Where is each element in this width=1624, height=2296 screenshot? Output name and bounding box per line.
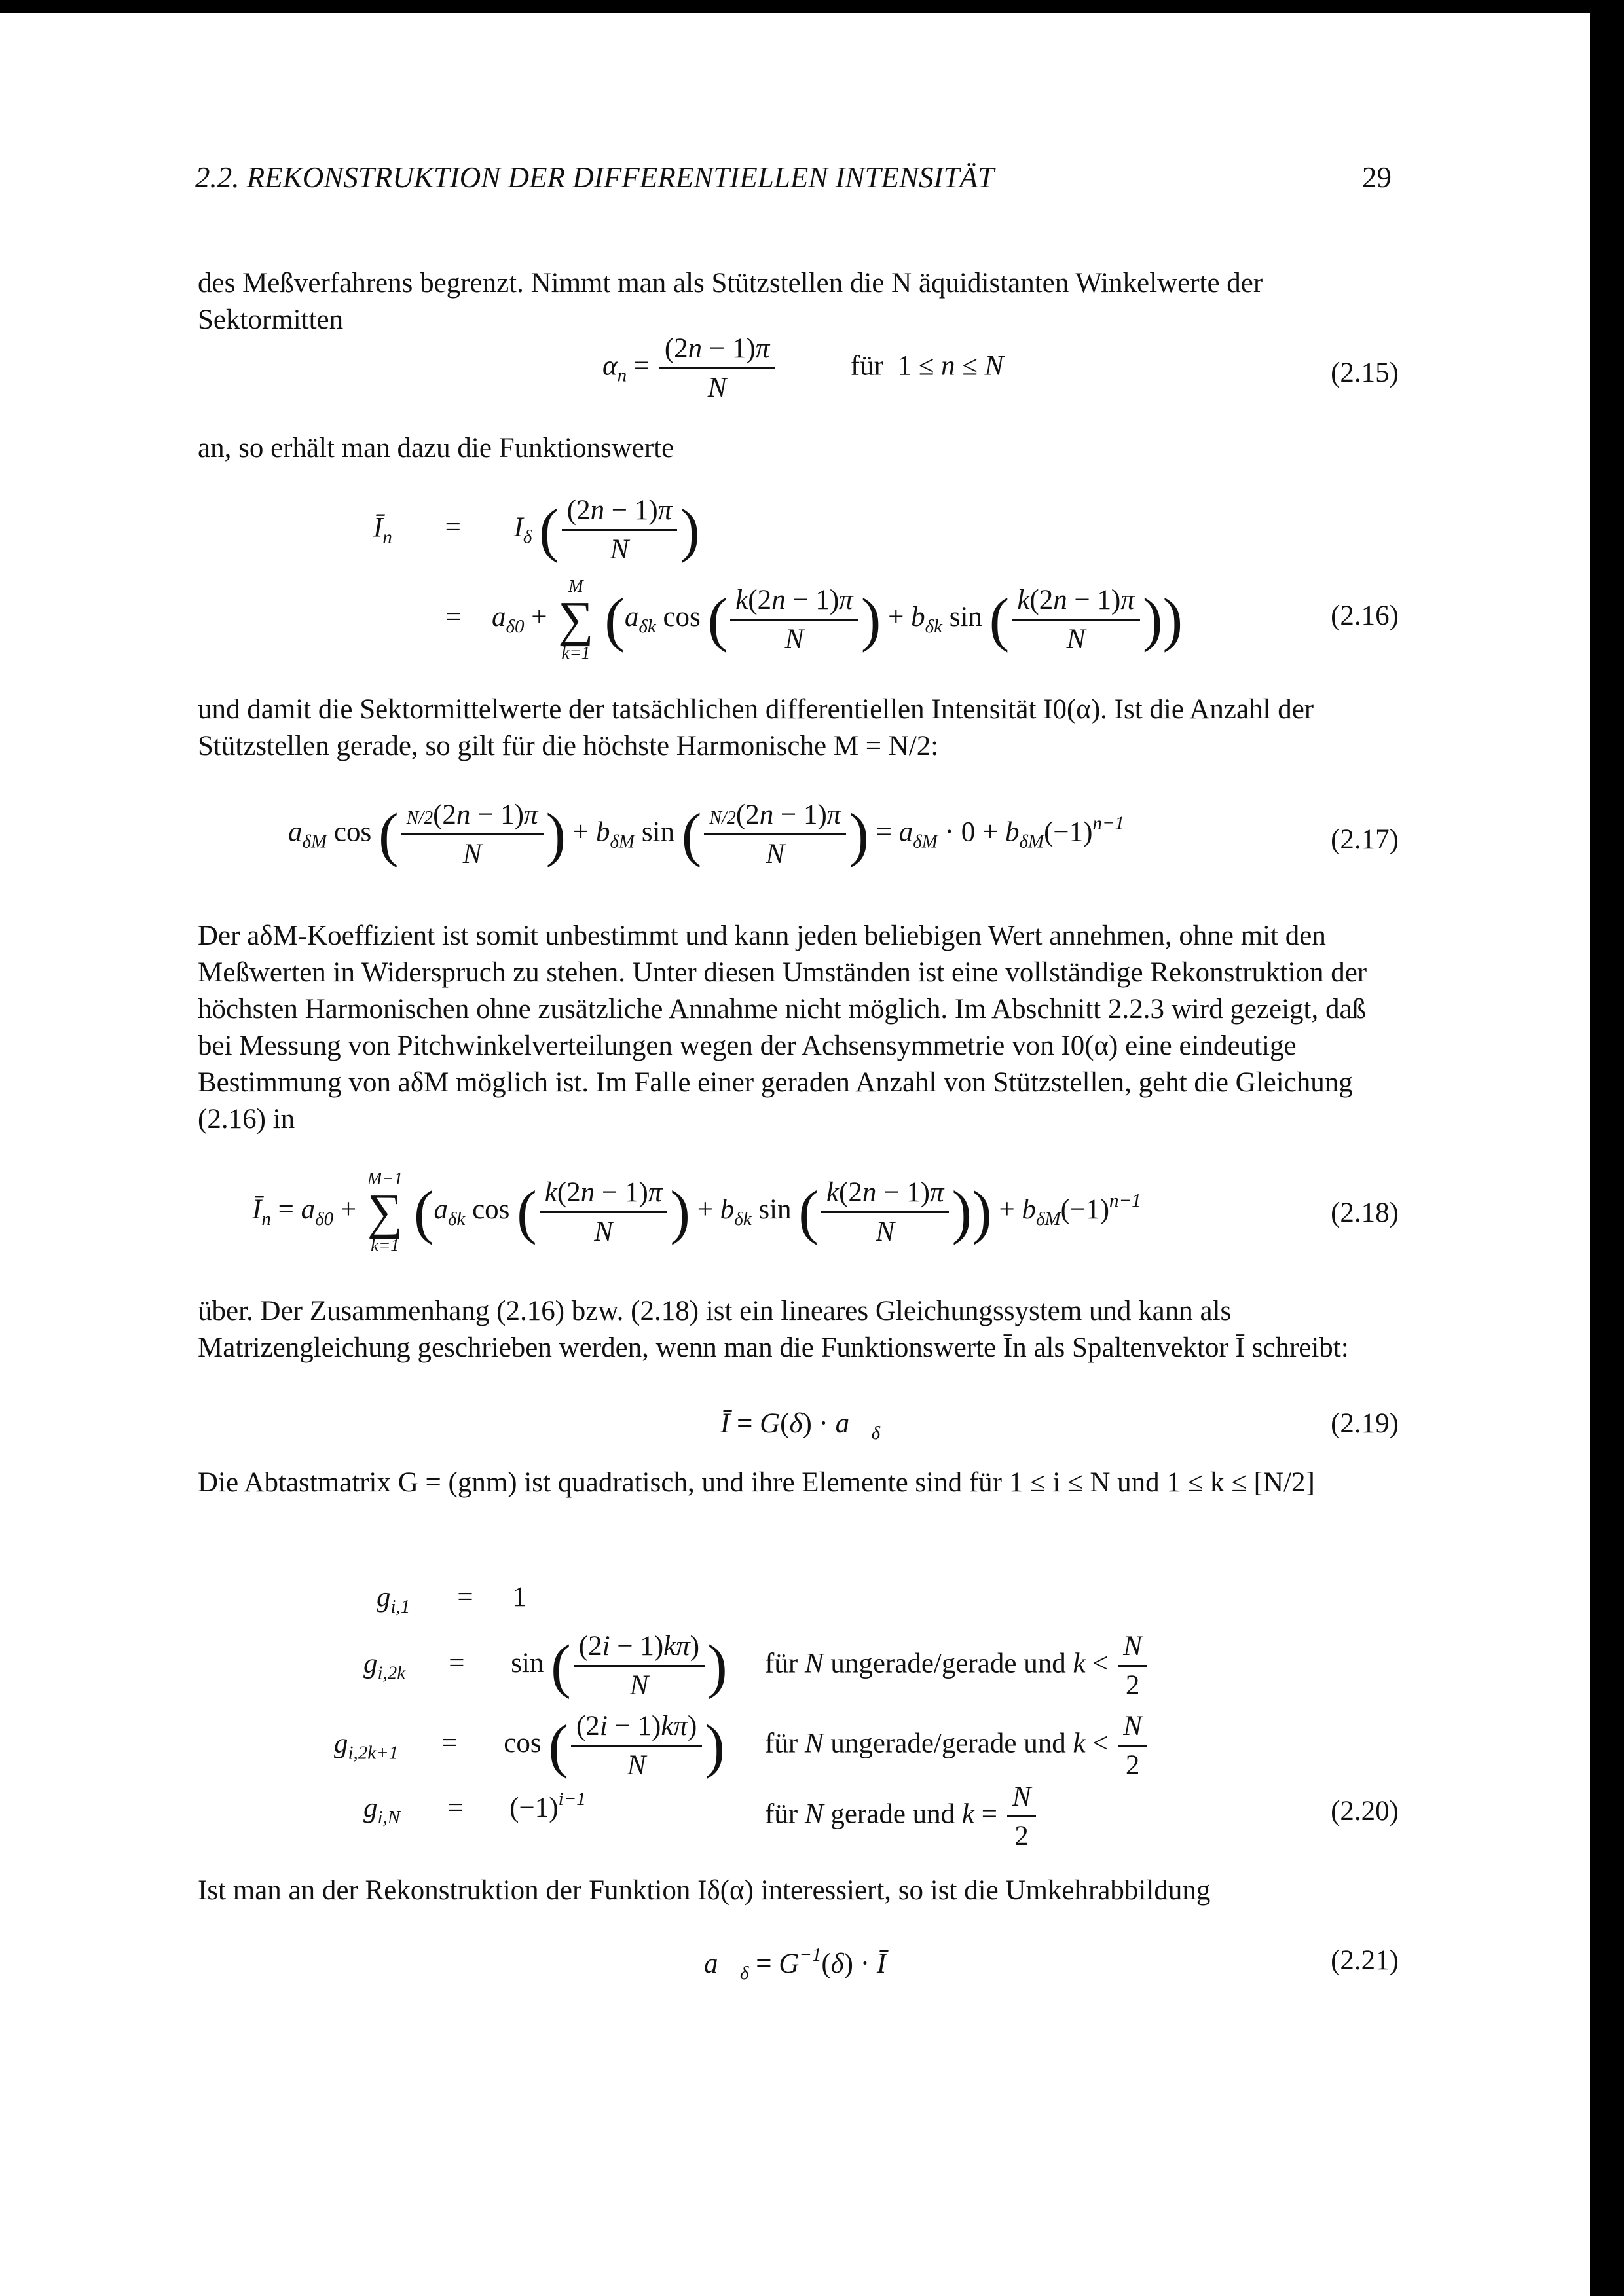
page-number: 29 <box>1362 161 1392 194</box>
paragraph-4: Der aδM-Koeffizient ist somit unbestimmt und kann jeden beliebigen Wert annehmen, ohne mit den Meßwerten in Widerspruch zu stehen. Unter diesen Umständen ist eine vollständige Rekonstruktion der höchsten Harmonischen ohne zusätzliche Annahme nicht möglich. Im Abschnitt 2.2.3 wird gezeigt, daß bei Messung von Pitchwinkelverteilungen wegen der Achsensymmetrie von I0(α) eine eindeutige Bestimmung von aδM möglich ist. Im Falle einer geraden Anzahl von Stützstellen, geht die Gleichung (2.16) in <box>198 920 1367 1135</box>
fuer-word: für <box>850 350 883 382</box>
paragraph-5: über. Der Zusammenhang (2.16) bzw. (2.18) ist ein lineares Gleichungssystem und kann als Matrizengleichung geschrieben werden, wenn man die Funktionswerte Īn als Spaltenvektor Ī schreibt: <box>198 1296 1349 1363</box>
equation-number-2-20: (2.20) <box>1331 1796 1399 1827</box>
equation-2-20-row-1: $g_{i,1} = 1$ <box>377 1582 527 1617</box>
equation-2-16-line-1: $Ī_n = I_\delta$ ( $\frac{(2n - 1)\pi}{N}$ ) <box>373 495 700 565</box>
equation-number-2-17: (2.17) <box>1331 824 1399 855</box>
paragraph-6: Die Abtastmatrix G = (gnm) ist quadratisch, und ihre Elemente sind für 1 ≤ i ≤ N und 1 ≤ k ≤ [N/2] <box>198 1467 1315 1498</box>
equation-number-2-19: (2.19) <box>1331 1408 1399 1439</box>
equation-2-20-row-3: $g_{i,2k+1} = \cos$ ( $\frac{(2i - 1)k\pi)}{N}$ ) <box>334 1711 725 1781</box>
equation-number-2-16: (2.16) <box>1331 600 1399 631</box>
equation-2-19: Ī = $G(\delta) \cdot a⃗_\delta$ <box>720 1408 881 1444</box>
equation-2-20-row-3-condition: für N ungerade/gerade und k < $\frac{N}{2}$ <box>765 1710 1150 1781</box>
equation-2-15: $\alpha_n$ = $\frac{(2n - 1)\pi}{N}$ für 1 ≤ n ≤ N <box>602 333 1004 403</box>
equation-2-21: $a⃗_\delta = G^{-1}(\delta)$ · Ī <box>704 1944 887 1984</box>
equation-number-2-15: (2.15) <box>1331 357 1399 388</box>
running-header: 2.2. REKONSTRUKTION DER DIFFERENTIELLEN INTENSITÄT <box>195 161 995 194</box>
equation-number-2-18: (2.18) <box>1331 1197 1399 1228</box>
equation-2-16-line-2: = $a_{\delta 0}$ + M ∑ k=1 ($a_{\delta k}$ cos ( $\frac{k(2n - 1)\pi}{N}$ ) + $b_{\delta k}$ sin ( $\frac{k(2n - 1)\pi}{N}$ )) <box>445 576 1183 663</box>
paragraph-3: und damit die Sektormittelwerte der tatsächlichen differentiellen Intensität I0(α). Ist die Anzahl der Stützstellen gerade, so gilt für die höchste Harmonische M = N/2: <box>198 694 1314 761</box>
paragraph-7: Ist man an der Rekonstruktion der Funktion Iδ(α) interessiert, so ist die Umkehrabbildung <box>198 1875 1211 1906</box>
equation-2-17: $a_{\delta M}$ cos ( $\frac{N/2(2n - 1)\pi}{N}$ ) + $b_{\delta M}$ sin ( $\frac{N/2(2n - 1)\pi}{N}$ ) = $a_{\delta M} \cdot 0 + b_{\delta M}(-1)^{n-1}$ <box>288 799 1125 869</box>
paragraph-2: an, so erhält man dazu die Funktionswerte <box>198 433 674 464</box>
equation-number-2-21: (2.21) <box>1331 1945 1399 1976</box>
equation-2-20-row-4: $g_{i,N} = (-1)^{i-1}$ <box>363 1789 586 1828</box>
paragraph-1: des Meßverfahrens begrenzt. Nimmt man als Stützstellen die N äquidistanten Winkelwerte der Sektormitten <box>198 268 1263 335</box>
equation-2-20-row-4-condition: für N gerade und k = $\frac{N}{2}$ <box>765 1781 1039 1852</box>
equation-2-18: $Ī_n = a_{\delta 0}$ + M−1 ∑ k=1 ($a_{\delta k}$ cos ( $\frac{k(2n - 1)\pi}{N}$ ) + $b_{\delta k}$ sin ( $\frac{k(2n - 1)\pi}{N}$ )) + $b_{\delta M}(-1)^{n-1}$ <box>252 1169 1141 1255</box>
equation-2-20-row-2-condition: für N ungerade/gerade und k < $\frac{N}{2}$ <box>765 1630 1150 1702</box>
page-sheet <box>0 13 1590 2296</box>
equation-2-20-row-2: $g_{i,2k} = \sin$ ( $\frac{(2i - 1)k\pi)}{N}$ ) <box>363 1631 728 1701</box>
